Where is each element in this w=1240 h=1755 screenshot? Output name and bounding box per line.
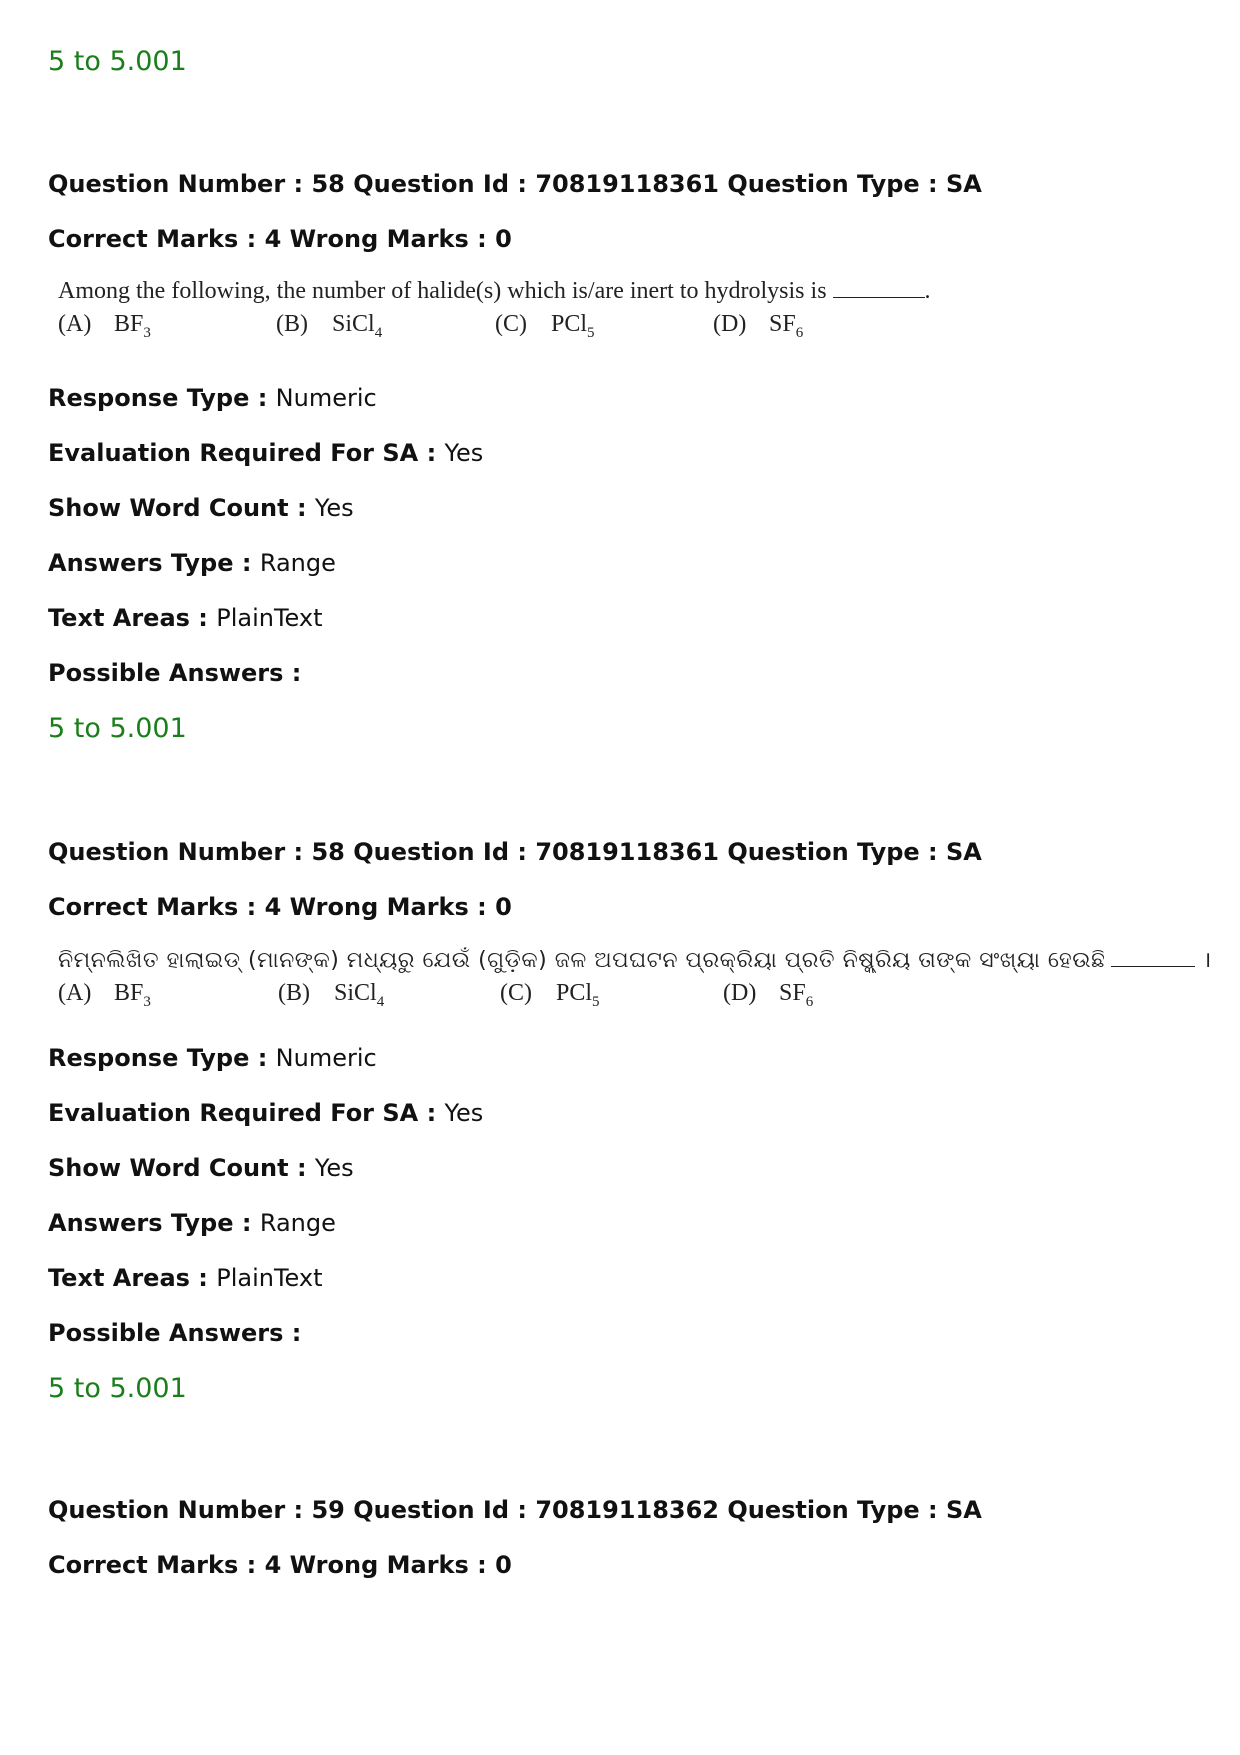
stem-end: . [924,278,931,304]
question-stem-text: Among the following, the number of halide(s) which is/are inert to hydrolysis is [58,278,827,304]
option-a: (A) $BF_3$ [58,980,151,1010]
question-stem-image [58,944,1212,1020]
option-a: (A) $BF_3$ [58,311,151,341]
response-type-row: Response Type : Numeric [48,384,377,412]
option-b: (B) SiCl$_4$ [278,980,385,1010]
question-header: Question Number : 58 Question Id : 70819118361 Question Type : SA [48,838,982,866]
question-marks: Correct Marks : 4 Wrong Marks : 0 [48,1551,512,1579]
answers-type-row: Answers Type : Range [48,549,336,577]
option-b: (B) SiCl$_4$ [276,311,383,341]
answer-blank [1111,948,1195,967]
possible-answers-label: Possible Answers : [48,1319,302,1347]
question-marks: Correct Marks : 4 Wrong Marks : 0 [48,225,512,253]
option-c: (C) PCl$_5$ [500,980,600,1010]
question-header: Question Number : 58 Question Id : 70819118361 Question Type : SA [48,170,982,198]
answer-blank [833,279,925,298]
question-marks: Correct Marks : 4 Wrong Marks : 0 [48,893,512,921]
question-stem-image [58,278,931,351]
evaluation-required-row: Evaluation Required For SA : Yes [48,439,484,467]
possible-answer-value: 5 to 5.001 [48,1373,187,1404]
option-d: (D) $SF_6$ [713,311,804,341]
question-stem-text: ନିମ୍ନଲିଖିତ ହାଲାଇଡ୍ (ମାନଙ୍କ) ମଧ୍ୟରୁ ଯେଉଁ (ଗୁଡ଼ିକ) ଜଳ ଅପଘଟନ ପ୍ରକ୍ରିୟା ପ୍ରତି ନିଷ୍କ୍ରିୟ ତାଙ୍କ ସଂଖ୍ୟା ହେଉଛି [58,948,1106,973]
evaluation-required-row: Evaluation Required For SA : Yes [48,1099,484,1127]
option-d: (D) $SF_6$ [723,980,814,1010]
show-word-count-row: Show Word Count : Yes [48,1154,354,1182]
option-c: (C) PCl$_5$ [495,311,595,341]
previous-possible-answer: 5 to 5.001 [48,46,187,77]
question-header: Question Number : 59 Question Id : 70819118362 Question Type : SA [48,1496,982,1524]
possible-answers-label: Possible Answers : [48,659,302,687]
text-areas-row: Text Areas : PlainText [48,1264,323,1292]
show-word-count-row: Show Word Count : Yes [48,494,354,522]
text-areas-row: Text Areas : PlainText [48,604,323,632]
response-type-row: Response Type : Numeric [48,1044,377,1072]
stem-end: । [1202,948,1212,973]
possible-answer-value: 5 to 5.001 [48,713,187,744]
answers-type-row: Answers Type : Range [48,1209,336,1237]
